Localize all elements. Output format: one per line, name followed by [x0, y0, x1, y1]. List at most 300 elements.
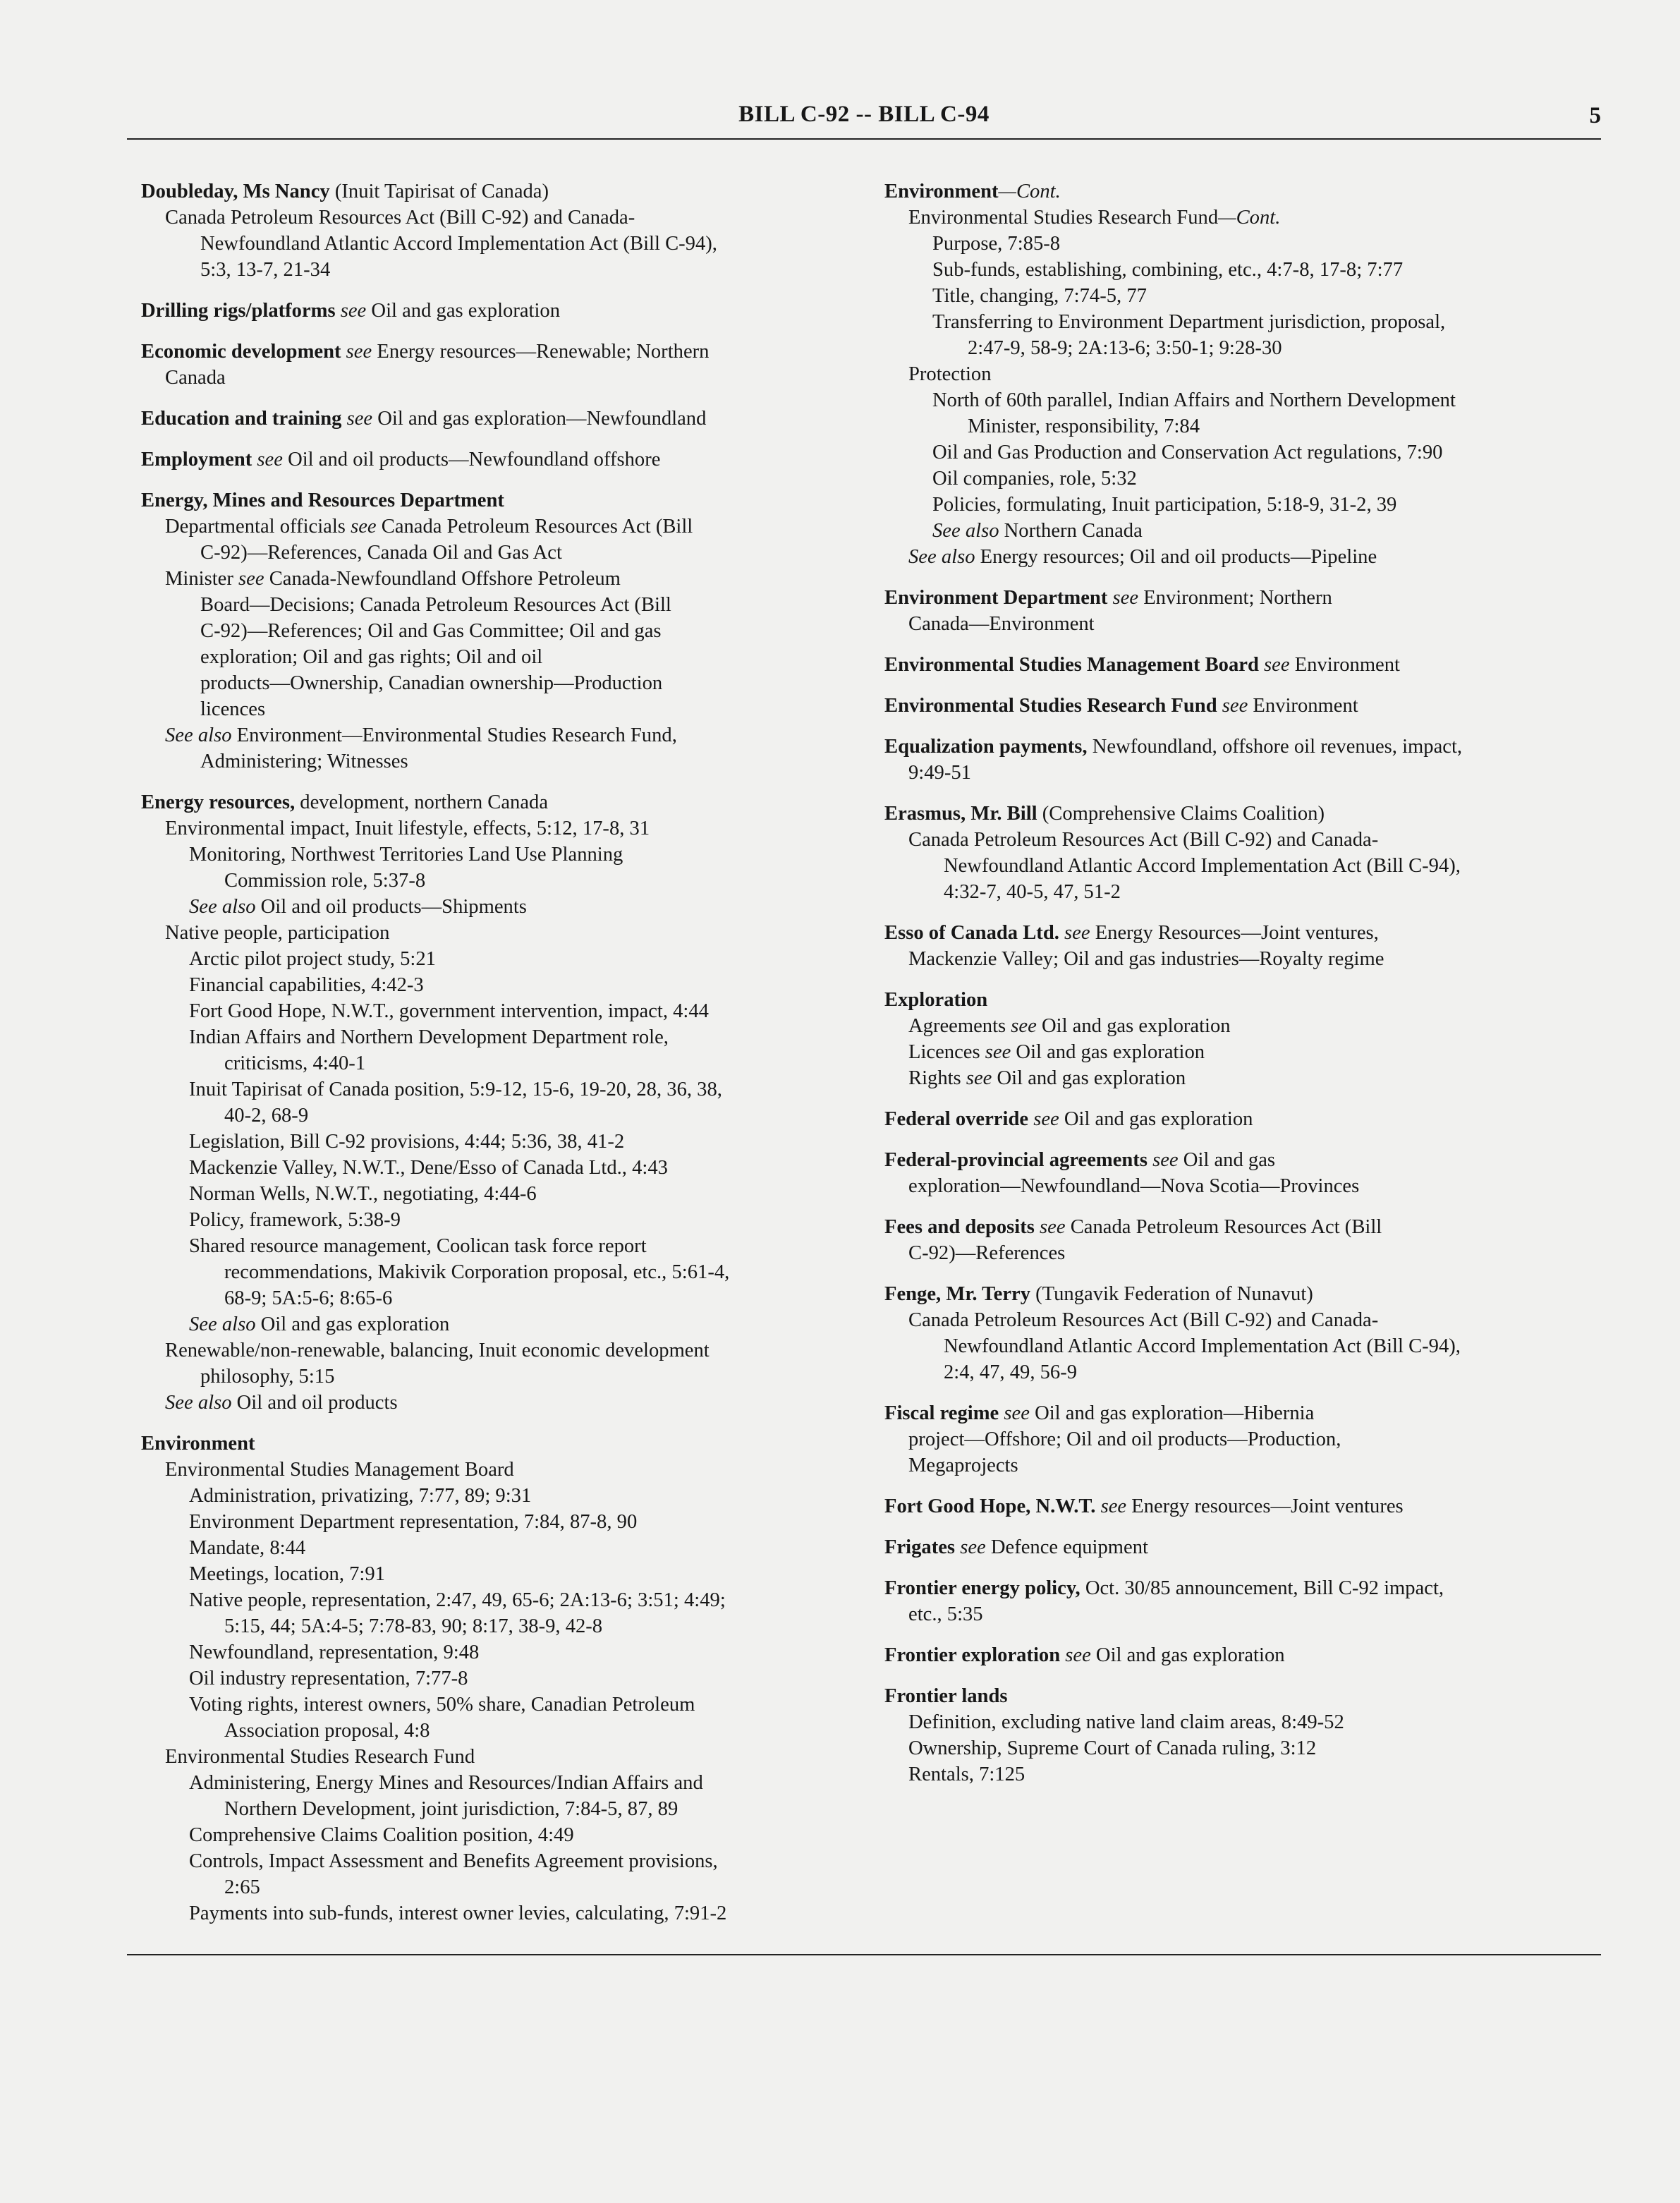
entry-text: Canada—Environment	[908, 613, 1095, 635]
index-subentry-line	[141, 1770, 875, 1796]
see-reference: See also	[908, 546, 975, 568]
entry-heading: Environment Department	[884, 587, 1108, 609]
entry-heading: Fenge, Mr. Terry	[884, 1283, 1030, 1305]
index-heading-line	[141, 487, 875, 514]
entry-text: Sub-funds, establishing, combining, etc., 4:7-8, 17-8; 7:77	[932, 259, 1404, 281]
entry-text: Association proposal, 4:8	[224, 1720, 430, 1742]
entry-text: North of 60th parallel, Indian Affairs and Northern Development	[932, 389, 1456, 411]
index-entry	[141, 406, 875, 432]
index-subentry-line	[141, 696, 875, 722]
index-entry	[141, 339, 875, 391]
entry-text: Native people, participation	[165, 922, 390, 944]
index-subentry-line	[884, 1601, 1601, 1627]
see-reference: see	[1034, 1216, 1066, 1238]
entry-heading: Environmental Studies Management Board	[884, 654, 1259, 676]
entry-text: Canada-Newfoundland Offshore Petroleum	[264, 568, 621, 590]
index-subentry-line	[884, 1452, 1601, 1479]
index-subentry-line	[141, 894, 875, 920]
entry-text: Policies, formulating, Inuit participation, 5:18-9, 31-2, 39	[932, 494, 1397, 516]
entry-text: Oil and oil products—Shipments	[255, 896, 527, 918]
entry-text: Indian Affairs and Northern Development Department role,	[189, 1026, 669, 1048]
entry-text: Canada Petroleum Resources Act (Bill C-92) and Canada-	[908, 829, 1379, 851]
index-heading-line	[884, 178, 1601, 205]
entry-text: C-92)—References	[908, 1242, 1066, 1264]
entry-heading: Equalization payments,	[884, 736, 1088, 758]
index-subentry-line	[141, 815, 875, 842]
entry-text: Oil and gas exploration	[1011, 1041, 1205, 1063]
entry-text: Environmental impact, Inuit lifestyle, effects, 5:12, 17-8, 31	[165, 818, 650, 839]
entry-text: Megaprojects	[908, 1455, 1018, 1476]
entry-text: Canada Petroleum Resources Act (Bill C-92) and Canada-	[165, 207, 635, 229]
index-subentry-line	[141, 670, 875, 696]
index-subentry-line	[884, 1735, 1601, 1761]
entry-heading: Erasmus, Mr. Bill	[884, 803, 1037, 825]
index-subentry-line	[141, 748, 875, 775]
index-subentry-line	[884, 1307, 1601, 1333]
index-heading-line	[884, 1683, 1601, 1709]
index-entry	[884, 1575, 1601, 1627]
see-reference: see	[1217, 695, 1248, 717]
index-subentry-line	[141, 1285, 875, 1311]
index-subentry-line	[141, 920, 875, 946]
index-subentry-line	[141, 231, 875, 257]
index-heading-line	[141, 789, 875, 815]
index-subentry-line	[141, 1718, 875, 1744]
index-subentry-line	[884, 361, 1601, 387]
index-subentry-line	[141, 1076, 875, 1103]
index-subentry-line	[884, 1039, 1601, 1065]
index-heading-line	[884, 1534, 1601, 1560]
index-subentry-line	[141, 1692, 875, 1718]
entry-heading: Fort Good Hope, N.W.T.	[884, 1495, 1096, 1517]
see-reference: see	[233, 568, 264, 590]
header-rule	[127, 138, 1601, 140]
entry-text: Oil and gas exploration	[1090, 1644, 1285, 1666]
entry-text: Comprehensive Claims Coalition position, 4:49	[189, 1824, 574, 1846]
entry-text: Environment; Northern	[1138, 587, 1332, 609]
entry-text: 2:4, 47, 49, 56-9	[944, 1361, 1078, 1383]
entry-text: Protection	[908, 363, 992, 385]
entry-text: Environment	[1289, 654, 1400, 676]
entry-heading: Environment	[141, 1433, 255, 1455]
entry-text: 4:32-7, 40-5, 47, 51-2	[944, 881, 1121, 903]
entry-text: 2:65	[224, 1876, 260, 1898]
index-subentry-line	[884, 1065, 1601, 1091]
entry-text: Oil industry representation, 7:77-8	[189, 1668, 468, 1689]
index-subentry-line	[884, 257, 1601, 283]
index-subentry-line	[141, 1181, 875, 1207]
index-subentry-line	[141, 1744, 875, 1770]
index-column-left	[141, 178, 875, 1941]
index-entry	[884, 693, 1601, 719]
index-subentry-line	[884, 387, 1601, 413]
entry-heading: Exploration	[884, 989, 988, 1011]
index-subentry-line	[141, 868, 875, 894]
index-subentry-line	[141, 1561, 875, 1587]
see-reference: See also	[932, 520, 999, 542]
entry-text: Oct. 30/85 announcement, Bill C-92 impact,	[1080, 1577, 1444, 1599]
entry-text: Shared resource management, Coolican task force report	[189, 1235, 647, 1257]
entry-text: (Inuit Tapirisat of Canada)	[329, 181, 549, 202]
index-heading-line	[884, 801, 1601, 827]
entry-text: Policy, framework, 5:38-9	[189, 1209, 401, 1231]
see-reference: see	[252, 449, 283, 471]
index-entry	[884, 652, 1601, 678]
entry-text: Administering, Energy Mines and Resources/Indian Affairs and	[189, 1772, 703, 1794]
index-subentry-line	[141, 1050, 875, 1076]
entry-text: Energy resources—Renewable; Northern	[372, 341, 710, 363]
index-subentry-line	[141, 1848, 875, 1874]
entry-heading: Frigates	[884, 1536, 956, 1558]
index-subentry-line	[141, 1103, 875, 1129]
index-subentry-line	[884, 466, 1601, 492]
entry-text: Inuit Tapirisat of Canada position, 5:9-12, 15-6, 19-20, 28, 36, 38,	[189, 1079, 722, 1100]
entry-text: Transferring to Environment Department jurisdiction, proposal,	[932, 311, 1446, 333]
index-subentry-line	[141, 1024, 875, 1050]
index-heading-line	[884, 693, 1601, 719]
index-subentry-line	[141, 946, 875, 972]
entry-text: Oil and gas exploration—Newfoundland	[372, 408, 707, 430]
entry-text: Canada	[165, 367, 226, 389]
index-subentry-line	[884, 439, 1601, 466]
index-entry	[884, 1493, 1601, 1519]
entry-text: Oil companies, role, 5:32	[932, 468, 1137, 490]
index-entry	[884, 1642, 1601, 1668]
index-subentry-line	[884, 231, 1601, 257]
index-subentry-line	[141, 1233, 875, 1259]
index-subentry-line	[141, 592, 875, 618]
entry-text: Fort Good Hope, N.W.T., government intervention, impact, 4:44	[189, 1000, 709, 1022]
entry-text: Minister	[165, 568, 233, 590]
footer-rule	[127, 1954, 1601, 1955]
see-reference: see	[335, 300, 367, 322]
index-subentry-line	[141, 1483, 875, 1509]
entry-text: Minister, responsibility, 7:84	[968, 415, 1200, 437]
entry-text: exploration—Newfoundland—Nova Scotia—Provinces	[908, 1175, 1360, 1197]
index-heading-line	[884, 585, 1601, 611]
see-reference: see	[1258, 654, 1290, 676]
index-entry	[884, 1147, 1601, 1199]
entry-text: Oil and gas exploration—Hibernia	[1029, 1402, 1315, 1424]
index-entry	[884, 1400, 1601, 1479]
entry-text: (Tungavik Federation of Nunavut)	[1030, 1283, 1313, 1305]
index-entry	[884, 1214, 1601, 1266]
entry-text: Canada Petroleum Resources Act (Bill	[376, 516, 693, 538]
index-subentry-line	[141, 1509, 875, 1535]
index-subentry-line	[141, 540, 875, 566]
index-entry	[141, 178, 875, 283]
index-heading-line	[884, 1642, 1601, 1668]
entry-text: Oil and gas exploration	[255, 1313, 450, 1335]
index-entry	[141, 487, 875, 775]
entry-text: exploration; Oil and gas rights; Oil and oil	[200, 646, 543, 668]
see-reference: see	[341, 341, 372, 363]
index-subentry-line	[884, 1426, 1601, 1452]
index-heading-line	[884, 1493, 1601, 1519]
see-reference: see	[1095, 1495, 1127, 1517]
see-reference: see	[1006, 1015, 1037, 1037]
entry-text: Ownership, Supreme Court of Canada ruling, 3:12	[908, 1737, 1317, 1759]
continued-marker: —Cont.	[1218, 207, 1281, 229]
entry-text: Canada Petroleum Resources Act (Bill	[1065, 1216, 1382, 1238]
index-subentry-line	[141, 1155, 875, 1181]
entry-text: products—Ownership, Canadian ownership—Production	[200, 672, 663, 694]
index-subentry-line	[141, 1364, 875, 1390]
entry-text: Environmental Studies Research Fund	[165, 1746, 475, 1768]
entry-text: (Comprehensive Claims Coalition)	[1037, 803, 1325, 825]
index-subentry-line	[884, 1359, 1601, 1385]
index-subentry-line	[141, 1665, 875, 1692]
entry-text: philosophy, 5:15	[200, 1366, 335, 1388]
entry-text: Environment Department representation, 7:84, 87-8, 90	[189, 1511, 638, 1533]
index-heading-line	[884, 1400, 1601, 1426]
entry-text: Voting rights, interest owners, 50% share, Canadian Petroleum	[189, 1694, 695, 1716]
index-subentry-line	[884, 335, 1601, 361]
index-entry	[884, 734, 1601, 786]
entry-text: Energy resources; Oil and oil products—Pipeline	[975, 546, 1377, 568]
index-subentry-line	[141, 1874, 875, 1900]
index-subentry-line	[141, 205, 875, 231]
entry-heading: Doubleday, Ms Nancy	[141, 181, 330, 202]
entry-text: Energy Resources—Joint ventures,	[1090, 922, 1379, 944]
entry-heading: Federal-provincial agreements	[884, 1149, 1148, 1171]
entry-heading: Frontier energy policy,	[884, 1577, 1081, 1599]
entry-text: Oil and oil products	[231, 1392, 398, 1414]
entry-text: Mackenzie Valley, N.W.T., Dene/Esso of Canada Ltd., 4:43	[189, 1157, 668, 1179]
index-subentry-line	[884, 760, 1601, 786]
index-entry	[884, 1683, 1601, 1788]
index-subentry-line	[141, 1259, 875, 1285]
index-subentry-line	[141, 618, 875, 644]
index-heading-line	[141, 447, 875, 473]
index-subentry-line	[141, 1129, 875, 1155]
index-heading-line	[884, 987, 1601, 1013]
entry-heading: Environment	[884, 181, 999, 202]
entry-text: Commission role, 5:37-8	[224, 870, 426, 892]
index-subentry-line	[884, 1333, 1601, 1359]
entry-text: Environment—Environmental Studies Research Fund,	[231, 724, 677, 746]
index-heading-line	[884, 1106, 1601, 1132]
index-entry	[884, 801, 1601, 905]
index-heading-line	[141, 339, 875, 365]
index-entry	[884, 585, 1601, 637]
index-entry	[884, 987, 1601, 1091]
entry-text: Financial capabilities, 4:42-3	[189, 974, 424, 996]
index-subentry-line	[884, 283, 1601, 309]
entry-text: Oil and gas exploration	[1059, 1108, 1253, 1130]
header-title: BILL C-92 -- BILL C-94	[738, 102, 990, 127]
index-subentry-line	[884, 544, 1601, 570]
entry-text: etc., 5:35	[908, 1603, 983, 1625]
entry-text: Renewable/non-renewable, balancing, Inuit economic development	[165, 1340, 710, 1361]
index-subentry-line	[884, 611, 1601, 637]
see-reference: see	[1059, 922, 1090, 944]
index-entry	[141, 1431, 875, 1926]
index-heading-line	[141, 298, 875, 324]
see-reference: see	[1028, 1108, 1059, 1130]
entry-heading: Drilling rigs/platforms	[141, 300, 336, 322]
index-entry	[884, 178, 1601, 570]
index-subentry-line	[141, 257, 875, 283]
index-subentry-line	[884, 1761, 1601, 1788]
entry-text: Oil and gas exploration	[1036, 1015, 1231, 1037]
entry-text: C-92)—References, Canada Oil and Gas Act	[200, 542, 562, 564]
page-number: 5	[1589, 103, 1601, 128]
entry-text: C-92)—References; Oil and Gas Committee; Oil and gas	[200, 620, 662, 642]
index-subentry-line	[141, 1457, 875, 1483]
index-entry	[884, 1106, 1601, 1132]
index-heading-line	[884, 734, 1601, 760]
entry-heading: Energy, Mines and Resources Department	[141, 490, 504, 511]
see-reference: see	[961, 1067, 992, 1089]
see-reference: see	[955, 1536, 986, 1558]
index-subentry-line	[141, 972, 875, 998]
entry-text: Board—Decisions; Canada Petroleum Resources Act (Bill	[200, 594, 671, 616]
entry-text: Licences	[908, 1041, 980, 1063]
see-reference: See also	[189, 896, 256, 918]
entry-heading: Education and training	[141, 408, 342, 430]
see-reference: see	[999, 1402, 1030, 1424]
entry-text: Native people, representation, 2:47, 49, 65-6; 2A:13-6; 3:51; 4:49;	[189, 1589, 726, 1611]
entry-text: 9:49-51	[908, 762, 971, 784]
entry-text: Payments into sub-funds, interest owner levies, calculating, 7:91-2	[189, 1902, 727, 1924]
entry-text: Newfoundland, representation, 9:48	[189, 1641, 480, 1663]
entry-text: 5:15, 44; 5A:4-5; 7:78-83, 90; 8:17, 38-9, 42-8	[224, 1615, 603, 1637]
continued-marker: —Cont.	[998, 181, 1061, 202]
index-subentry-line	[141, 722, 875, 748]
index-subentry-line	[884, 853, 1601, 879]
entry-text: criticisms, 4:40-1	[224, 1052, 366, 1074]
see-reference: see	[1060, 1644, 1091, 1666]
entry-text: Environmental Studies Research Fund	[908, 207, 1219, 229]
entry-text: Oil and gas exploration	[992, 1067, 1186, 1089]
entry-text: Newfoundland, offshore oil revenues, impact,	[1087, 736, 1463, 758]
entry-text: development, northern Canada	[295, 791, 549, 813]
entry-text: Oil and gas	[1178, 1149, 1276, 1171]
entry-text: Departmental officials	[165, 516, 346, 538]
entry-text: Northern Canada	[999, 520, 1143, 542]
see-reference: see	[1107, 587, 1139, 609]
see-reference: see	[980, 1041, 1011, 1063]
entry-text: Newfoundland Atlantic Accord Implementation Act (Bill C-94),	[200, 233, 717, 255]
index-entry	[141, 447, 875, 473]
index-heading-line	[884, 1147, 1601, 1173]
entry-text: Agreements	[908, 1015, 1006, 1037]
entry-text: Newfoundland Atlantic Accord Implementation Act (Bill C-94),	[944, 855, 1461, 877]
entry-text: Oil and oil products—Newfoundland offshore	[282, 449, 661, 471]
entry-text: Mandate, 8:44	[189, 1537, 306, 1559]
entry-text: Arctic pilot project study, 5:21	[189, 948, 436, 970]
index-entry	[884, 1281, 1601, 1385]
index-entry	[141, 789, 875, 1416]
index-subentry-line	[884, 413, 1601, 439]
entry-text: project—Offshore; Oil and oil products—Production,	[908, 1428, 1341, 1450]
see-reference: see	[345, 516, 377, 538]
entry-heading: Esso of Canada Ltd.	[884, 922, 1059, 944]
entry-text: 2:47-9, 58-9; 2A:13-6; 3:50-1; 9:28-30	[968, 337, 1282, 359]
entry-heading: Energy resources,	[141, 791, 296, 813]
index-subentry-line	[141, 1796, 875, 1822]
index-heading-line	[884, 1214, 1601, 1240]
index-heading-line	[884, 1281, 1601, 1307]
index-heading-line	[141, 178, 875, 205]
index-subentry-line	[141, 1390, 875, 1416]
index-subentry-line	[141, 566, 875, 592]
entry-text: Oil and gas exploration	[366, 300, 561, 322]
index-subentry-line	[141, 1207, 875, 1233]
entry-heading: Fiscal regime	[884, 1402, 999, 1424]
index-entry	[884, 1534, 1601, 1560]
entry-text: Norman Wells, N.W.T., negotiating, 4:44-6	[189, 1183, 537, 1205]
index-column-right	[884, 178, 1601, 1802]
see-reference: see	[1147, 1149, 1179, 1171]
entry-heading: Environmental Studies Research Fund	[884, 695, 1217, 717]
index-subentry-line	[884, 205, 1601, 231]
entry-text: Title, changing, 7:74-5, 77	[932, 285, 1147, 307]
entry-heading: Frontier lands	[884, 1685, 1008, 1707]
index-entry	[884, 920, 1601, 972]
entry-text: Canada Petroleum Resources Act (Bill C-92) and Canada-	[908, 1309, 1379, 1331]
index-subentry-line	[884, 518, 1601, 544]
entry-text: Administration, privatizing, 7:77, 89; 9:31	[189, 1485, 532, 1507]
entry-heading: Economic development	[141, 341, 341, 363]
entry-text: licences	[200, 698, 266, 720]
index-heading-line	[141, 406, 875, 432]
entry-text: Defence equipment	[985, 1536, 1148, 1558]
index-subentry-line	[141, 1613, 875, 1639]
index-subentry-line	[141, 644, 875, 670]
entry-text: Purpose, 7:85-8	[932, 233, 1061, 255]
index-heading-line	[884, 920, 1601, 946]
index-subentry-line	[141, 365, 875, 391]
entry-text: Legislation, Bill C-92 provisions, 4:44; 5:36, 38, 41-2	[189, 1131, 625, 1153]
entry-text: Oil and Gas Production and Conservation Act regulations, 7:90	[932, 442, 1443, 463]
index-subentry-line	[884, 1013, 1601, 1039]
entry-text: Controls, Impact Assessment and Benefits Agreement provisions,	[189, 1850, 718, 1872]
entry-heading: Frontier exploration	[884, 1644, 1061, 1666]
entry-text: Energy resources—Joint ventures	[1126, 1495, 1404, 1517]
entry-text: 40-2, 68-9	[224, 1105, 309, 1127]
index-subentry-line	[884, 879, 1601, 905]
index-subentry-line	[884, 309, 1601, 335]
index-subentry-line	[141, 1587, 875, 1613]
index-heading-line	[884, 1575, 1601, 1601]
index-subentry-line	[141, 1822, 875, 1848]
see-reference: See also	[165, 724, 232, 746]
entry-text: Rentals, 7:125	[908, 1764, 1025, 1785]
index-subentry-line	[884, 1173, 1601, 1199]
entry-text: Environment	[1248, 695, 1358, 717]
index-subentry-line	[141, 514, 875, 540]
index-subentry-line	[884, 1709, 1601, 1735]
running-header	[127, 102, 1601, 137]
entry-text: 68-9; 5A:5-6; 8:65-6	[224, 1287, 393, 1309]
index-subentry-line	[884, 1240, 1601, 1266]
entry-text: Definition, excluding native land claim areas, 8:49-52	[908, 1711, 1344, 1733]
index-subentry-line	[141, 998, 875, 1024]
index-subentry-line	[141, 1639, 875, 1665]
see-reference: See also	[189, 1313, 256, 1335]
entry-text: Administering; Witnesses	[200, 751, 408, 772]
entry-heading: Employment	[141, 449, 252, 471]
index-subentry-line	[884, 946, 1601, 972]
see-reference: See also	[165, 1392, 232, 1414]
index-subentry-line	[141, 1337, 875, 1364]
index-subentry-line	[141, 842, 875, 868]
entry-text: Monitoring, Northwest Territories Land Use Planning	[189, 844, 623, 866]
entry-text: Northern Development, joint jurisdiction, 7:84-5, 87, 89	[224, 1798, 678, 1820]
entry-heading: Federal override	[884, 1108, 1029, 1130]
